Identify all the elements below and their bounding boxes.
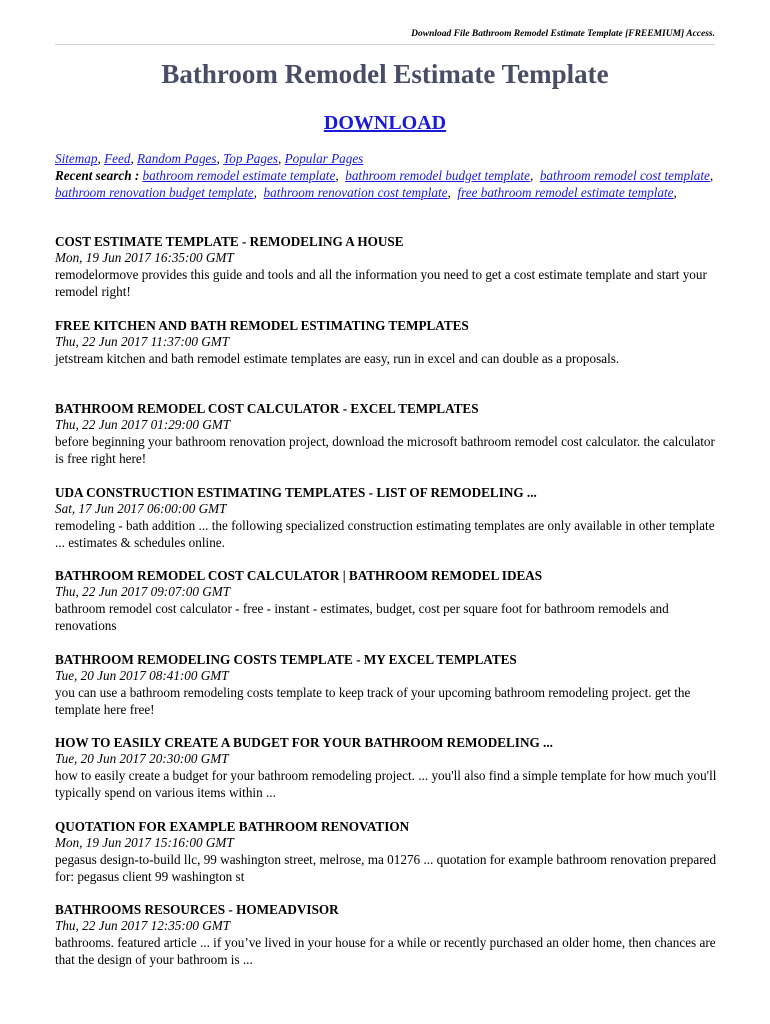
entry-list [55,233,720,985]
nav-link-random-pages[interactable]: Random Pages [137,151,217,166]
recent-search: Recent search : bathroom remodel estimate template, bathroom remodel budget template, bathroom remodel cost template, bathroom renovation budget template, bathroom renovation cost template, free bathroom remodel estimate template, [55,168,717,200]
entry-title: QUOTATION FOR EXAMPLE BATHROOM RENOVATION [55,818,410,834]
list-item [55,734,720,818]
download-link[interactable]: DOWNLOAD [323,112,447,134]
entry-title: COST ESTIMATE TEMPLATE - REMODELING A HOUSE [55,234,404,249]
entry-title: BATHROOM REMODEL COST CALCULATOR | BATHROOM REMODEL IDEAS [55,568,543,583]
recent-search-link[interactable]: bathroom renovation budget template [55,185,254,200]
entry-date: Thu, 22 Jun 2017 11:37:00 GMT [55,333,230,349]
entry-title: UDA CONSTRUCTION ESTIMATING TEMPLATES - LIST OF REMODELING ... [55,484,537,500]
recent-search-link[interactable]: bathroom renovation cost template [263,185,448,200]
entry-title: BATHROOMS RESOURCES - HOMEADVISOR [55,902,339,917]
entry-date: Thu, 22 Jun 2017 12:35:00 GMT [55,918,231,933]
recent-search-link[interactable]: bathroom remodel cost template [539,168,710,183]
list-item [55,901,720,985]
list-item [55,651,720,735]
list-item [55,567,720,651]
download-section [55,110,715,136]
entry-title: HOW TO EASILY CREATE A BUDGET FOR YOUR BATHROOM REMODELING ... [55,735,553,750]
entry-description: remodeling - bath addition ... the following specialized construction estimating templates are only available in other template ... estimates & schedules online. [55,517,715,550]
entry-description: bathrooms. featured article ... if you’ve lived in your house for a while or recently purchased an older home, then chances are that the design of your bathroom is ... [55,935,716,967]
nav-link-feed[interactable]: Feed [104,151,131,166]
entry-title: BATHROOM REMODELING COSTS TEMPLATE - MY EXCEL TEMPLATES [55,651,517,667]
list-item [55,233,720,317]
nav-link-sitemap[interactable]: Sitemap [55,151,98,166]
entry-date: Tue, 20 Jun 2017 20:30:00 GMT [55,751,229,766]
recent-search-link[interactable]: bathroom remodel estimate template [142,168,336,183]
entry-date: Mon, 19 Jun 2017 16:35:00 GMT [55,250,234,265]
entry-title: BATHROOM REMODEL COST CALCULATOR - EXCEL TEMPLATES [55,401,479,416]
recent-search-link[interactable]: bathroom remodel budget template [345,168,530,183]
recent-search-label: Recent search : [55,168,140,183]
list-item [55,818,720,902]
links-block [55,150,720,201]
nav-link-popular-pages[interactable]: Popular Pages [284,151,364,166]
page-header: Download File Bathroom Remodel Estimate Template [FREEMIUM] Access. [411,29,715,39]
entry-date: Thu, 22 Jun 2017 01:29:00 GMT [55,417,231,432]
nav-links: Sitemap, Feed, Random Pages, Top Pages, Popular Pages [55,151,364,166]
header-divider [55,44,715,45]
entry-date: Mon, 19 Jun 2017 15:16:00 GMT [55,834,234,850]
entry-description: how to easily create a budget for your bathroom remodeling project. ... you'll also find a simple template for how much you'll typically spend on various items within ... [55,768,717,800]
entry-date: Tue, 20 Jun 2017 08:41:00 GMT [55,667,229,683]
entry-description: bathroom remodel cost calculator - free - instant - estimates, budget, cost per square foot for bathroom remodels and renovations [55,601,669,633]
entry-description: jetstream kitchen and bath remodel estimate templates are easy, run in excel and can double as a proposals. [55,350,620,366]
entry-date: Thu, 22 Jun 2017 09:07:00 GMT [55,584,231,599]
entry-title: FREE KITCHEN AND BATH REMODEL ESTIMATING TEMPLATES [55,317,469,333]
list-item [55,484,720,568]
nav-link-top-pages[interactable]: Top Pages [223,151,278,166]
page-title: Bathroom Remodel Estimate Template [161,59,609,89]
recent-search-link[interactable]: free bathroom remodel estimate template [457,185,674,200]
list-item [55,400,720,484]
entry-description: you can use a bathroom remodeling costs template to keep track of your upcoming bathroom remodeling project. get the template here free! [55,684,691,717]
entry-description: remodelormove provides this guide and tools and all the information you need to get a cost estimate template and start your remodel right! [55,267,707,299]
entry-date: Sat, 17 Jun 2017 06:00:00 GMT [55,500,227,516]
entry-description: before beginning your bathroom renovation project, download the microsoft bathroom remodel cost calculator. the calculator is free right here! [55,434,715,466]
list-item [55,317,720,401]
entry-description: pegasus design-to-build llc, 99 washington street, melrose, ma 01276 ... quotation for example bathroom renovation prepared for: pegasus client 99 washington st [55,851,717,884]
